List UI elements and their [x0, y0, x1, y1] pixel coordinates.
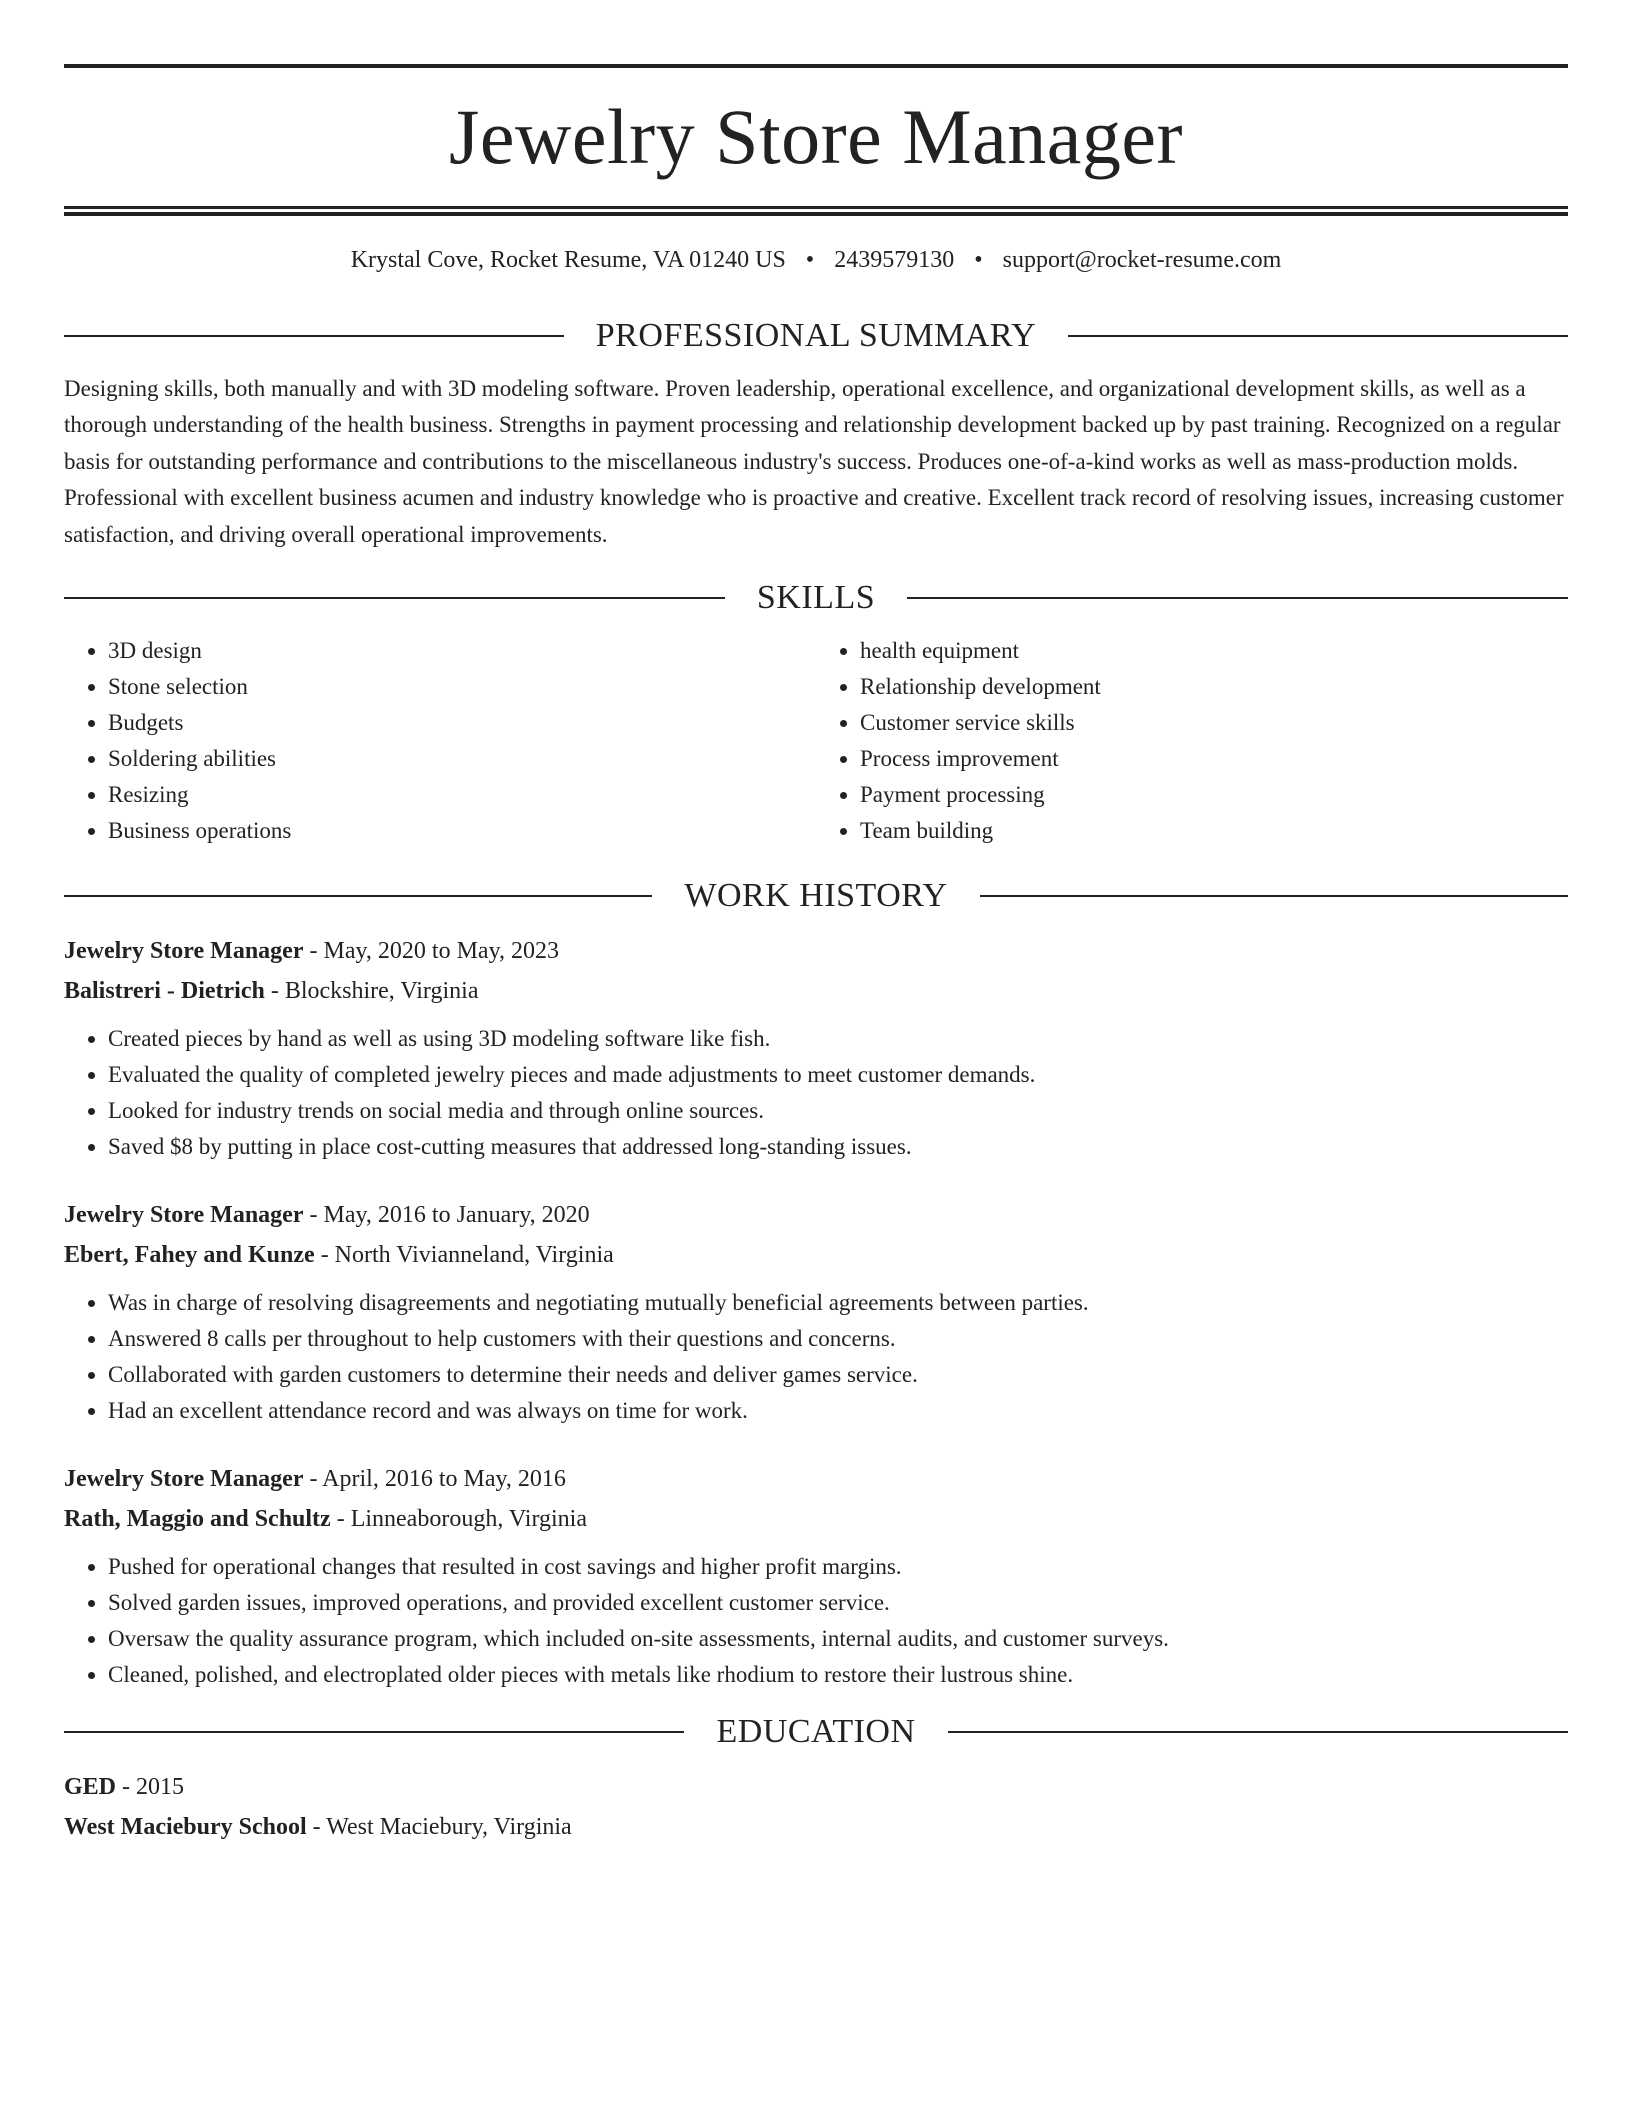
job-company-line [64, 1499, 1568, 1539]
education-degree-line [64, 1767, 1568, 1807]
resume-page [64, 64, 1568, 1847]
job-bullets [64, 1285, 1568, 1429]
job-company: Balistreri - Dietrich [64, 978, 265, 1005]
job-bullet: • Answered 8 calls per throughout to help customers with their questions and concerns. [108, 1321, 1568, 1357]
heading-rule [64, 597, 725, 599]
contact-phone: 2439579130 [834, 247, 955, 273]
skills-heading-text: SKILLS [756, 579, 876, 617]
skill-item: • Payment processing [860, 777, 1568, 813]
job-entry [64, 1459, 1568, 1693]
job-location: - Linneaborough, Virginia [330, 1506, 587, 1533]
job-bullet: • Created pieces by hand as well as using 3D modeling software like fish. [108, 1021, 1568, 1057]
job-bullet: • Looked for industry trends on social media and through online sources. [108, 1093, 1568, 1129]
job-bullet: • Solved garden issues, improved operations, and provided excellent customer service. [108, 1585, 1568, 1621]
skill-item: • Soldering abilities [108, 741, 816, 777]
education-degree: GED [64, 1774, 117, 1801]
page-title: Jewelry Store Manager [449, 93, 1183, 180]
job-entry [64, 1195, 1568, 1429]
education-heading [64, 1715, 1568, 1749]
job-title-line [64, 1459, 1568, 1499]
skill-item: • health equipment [860, 633, 1568, 669]
summary-heading [64, 316, 1568, 354]
job-bullet: • Saved $8 by putting in place cost-cutting measures that addressed long-standing issues. [108, 1129, 1568, 1165]
job-title-line [64, 931, 1568, 971]
work-heading-text: WORK HISTORY [684, 877, 948, 915]
heading-rule [64, 1731, 684, 1733]
skill-item: • Business operations [108, 813, 816, 849]
job-company: Ebert, Fahey and Kunze [64, 1242, 315, 1269]
skills-heading [64, 581, 1568, 615]
job-bullet: • Had an excellent attendance record and was always on time for work. [108, 1393, 1568, 1429]
education-heading-text: EDUCATION [716, 1713, 916, 1751]
contact-separator: • [974, 247, 983, 273]
skills-list [64, 633, 1568, 849]
skill-item: • Process improvement [860, 741, 1568, 777]
job-dates: - May, 2016 to January, 2020 [303, 1202, 590, 1229]
skill-item: • Team building [860, 813, 1568, 849]
heading-rule [907, 597, 1568, 599]
job-dates: - May, 2020 to May, 2023 [303, 938, 560, 965]
education-location: - West Maciebury, Virginia [306, 1814, 572, 1841]
job-bullet: • Evaluated the quality of completed jewelry pieces and made adjustments to meet customer demands. [108, 1057, 1568, 1093]
heading-rule [64, 335, 564, 337]
skills-column-right [816, 633, 1568, 849]
job-title-line [64, 1195, 1568, 1235]
job-title: Jewelry Store Manager [64, 1466, 304, 1493]
skills-column-left [64, 633, 816, 849]
job-location: - Blockshire, Virginia [264, 978, 479, 1005]
double-rule [64, 206, 1568, 216]
work-heading [64, 879, 1568, 913]
education-year: - 2015 [116, 1774, 185, 1801]
job-company: Rath, Maggio and Schultz [64, 1506, 331, 1533]
job-bullet: • Pushed for operational changes that resulted in cost savings and higher profit margins. [108, 1549, 1568, 1585]
skill-item: • 3D design [108, 633, 816, 669]
contact-separator: • [805, 247, 815, 273]
summary-text: Designing skills, both manually and with 3D modeling software. Proven leadership, operational excellence, and organizational development skills, as well as a thorough understanding of the health business. Strengths in payment processing and relationship development backed up by past training. Recognized on a regular basis for outstanding performance and contributions to the miscellaneous industry's success. Produces one-of-a-kind works as well as mass-production molds. Professional with excellent business acumen and industry knowledge who is proactive and creative. Excellent track record of resolving issues, increasing customer satisfaction, and driving overall operational improvements. [64, 375, 1564, 547]
summary-heading-text: PROFESSIONAL SUMMARY [595, 316, 1037, 354]
contact-line [64, 246, 1568, 275]
education-school-line [64, 1807, 1568, 1847]
skill-item: • Resizing [108, 777, 816, 813]
skill-item: • Customer service skills [860, 705, 1568, 741]
heading-rule [1068, 335, 1568, 337]
contact-address: Krystal Cove, Rocket Resume, VA 01240 US [350, 247, 786, 273]
job-title: Jewelry Store Manager [64, 1202, 304, 1229]
heading-rule [64, 895, 652, 897]
job-bullet: • Collaborated with garden customers to determine their needs and deliver games service. [108, 1357, 1568, 1393]
job-location: - North Vivianneland, Virginia [314, 1242, 614, 1269]
job-bullet: • Cleaned, polished, and electroplated older pieces with metals like rhodium to restore their lustrous shine. [108, 1657, 1568, 1693]
contact-email: support@rocket-resume.com [1002, 247, 1282, 273]
job-entry [64, 931, 1568, 1165]
education-school: West Maciebury School [64, 1814, 307, 1841]
job-bullet: • Oversaw the quality assurance program, which included on-site assessments, internal audits, and customer surveys. [108, 1621, 1568, 1657]
job-bullets [64, 1021, 1568, 1165]
job-bullet: • Was in charge of resolving disagreements and negotiating mutually beneficial agreements between parties. [108, 1285, 1568, 1321]
job-bullets [64, 1549, 1568, 1693]
skill-item: • Relationship development [860, 669, 1568, 705]
top-rule [64, 64, 1568, 68]
skill-item: • Stone selection [108, 669, 816, 705]
heading-rule [980, 895, 1568, 897]
job-dates: - April, 2016 to May, 2016 [303, 1466, 566, 1493]
skill-item: • Budgets [108, 705, 816, 741]
heading-rule [948, 1731, 1568, 1733]
job-title: Jewelry Store Manager [64, 938, 304, 965]
job-company-line [64, 971, 1568, 1011]
job-company-line [64, 1235, 1568, 1275]
